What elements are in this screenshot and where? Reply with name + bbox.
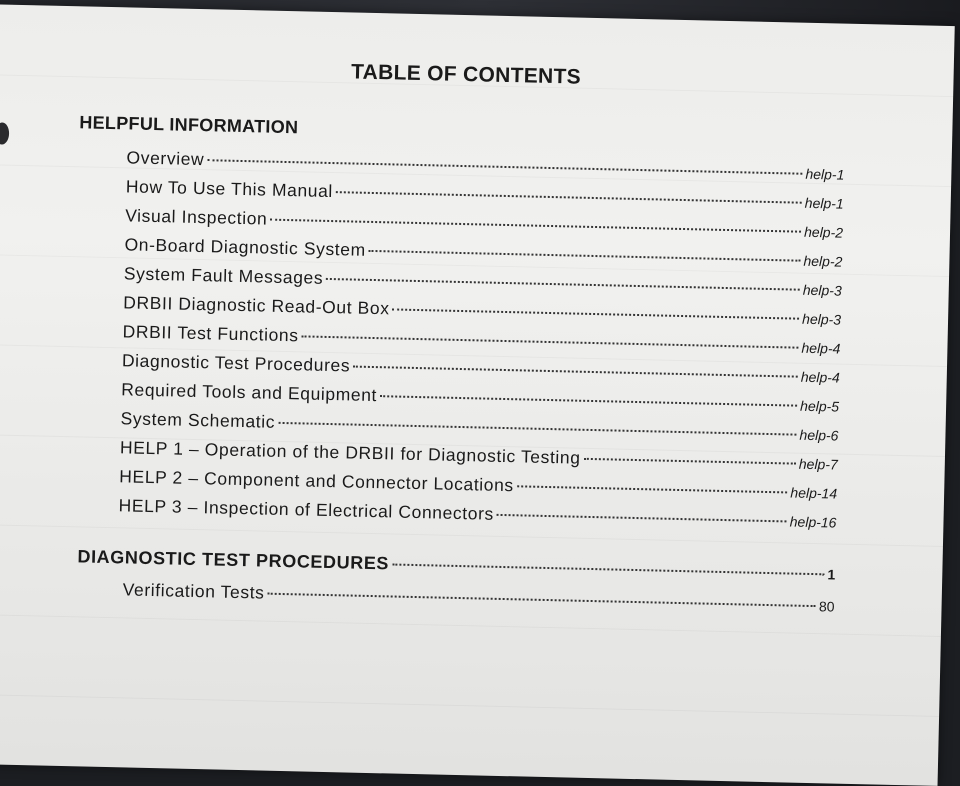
toc-entry-label: How To Use This Manual <box>125 176 334 202</box>
dot-leader <box>393 308 800 319</box>
toc-entry-label: HELP 2 – Component and Connector Locations <box>119 466 515 496</box>
toc-entry-label: DRBII Diagnostic Read-Out Box <box>123 292 390 319</box>
toc-entry-page: 1 <box>827 566 836 583</box>
toc-entry-page: 80 <box>818 598 835 615</box>
toc-entry-page: help-14 <box>790 484 838 502</box>
toc-entry[interactable] <box>123 579 835 616</box>
toc-entry-label: System Fault Messages <box>123 263 324 288</box>
toc-entry-page: help-5 <box>799 397 840 415</box>
dot-leader <box>278 422 796 436</box>
dot-leader <box>353 366 798 378</box>
dot-leader <box>392 563 825 575</box>
toc-section-entry[interactable] <box>77 546 835 584</box>
dot-leader <box>270 219 801 233</box>
toc-entry-label: On-Board Diagnostic System <box>124 234 366 260</box>
dot-leader <box>207 159 802 175</box>
toc-entry-page: help-3 <box>801 310 842 328</box>
toc-entry-page: help-2 <box>803 252 843 270</box>
toc-entry-page: help-2 <box>803 223 844 241</box>
toc-entry-label: DRBII Test Functions <box>122 321 299 346</box>
table-of-contents <box>0 4 955 786</box>
toc-entry-page: help-1 <box>805 165 845 183</box>
toc-entry-page: help-16 <box>789 513 837 531</box>
toc-entry-page: help-7 <box>798 455 838 473</box>
manual-page <box>0 4 955 786</box>
dot-leader <box>267 593 816 607</box>
toc-entry-page: help-1 <box>804 194 844 212</box>
toc-entry-label: Verification Tests <box>122 579 265 603</box>
toc-entry-label: Diagnostic Test Procedures <box>121 350 351 376</box>
toc-entry-page: help-6 <box>799 426 839 444</box>
dot-leader <box>517 485 788 493</box>
page-title: TABLE OF CONTENTS <box>350 60 582 89</box>
toc-entry-page: help-3 <box>802 281 842 299</box>
toc-entry-label: System Schematic <box>120 408 276 432</box>
dot-leader <box>584 458 796 465</box>
toc-entry-page: help-4 <box>801 339 841 357</box>
dot-leader <box>380 395 797 406</box>
toc-entry-label: HELP 3 – Inspection of Electrical Connectors <box>118 495 495 524</box>
section-heading-helpful-information: HELPFUL INFORMATION <box>79 112 299 138</box>
toc-entry-label: Visual Inspection <box>125 205 268 229</box>
dot-leader <box>497 514 787 523</box>
section-heading-diagnostic-test-procedures: DIAGNOSTIC TEST PROCEDURES <box>77 546 390 574</box>
toc-entry-page: help-4 <box>800 368 840 386</box>
toc-entry-label: Overview <box>126 147 205 170</box>
dot-leader <box>369 250 801 262</box>
dot-leader <box>336 191 802 204</box>
dot-leader <box>326 278 800 291</box>
toc-entry-label: Required Tools and Equipment <box>121 379 378 406</box>
dot-leader <box>302 335 799 348</box>
toc-entry-label: HELP 1 – Operation of the DRBII for Diagnostic Testing <box>119 437 581 468</box>
